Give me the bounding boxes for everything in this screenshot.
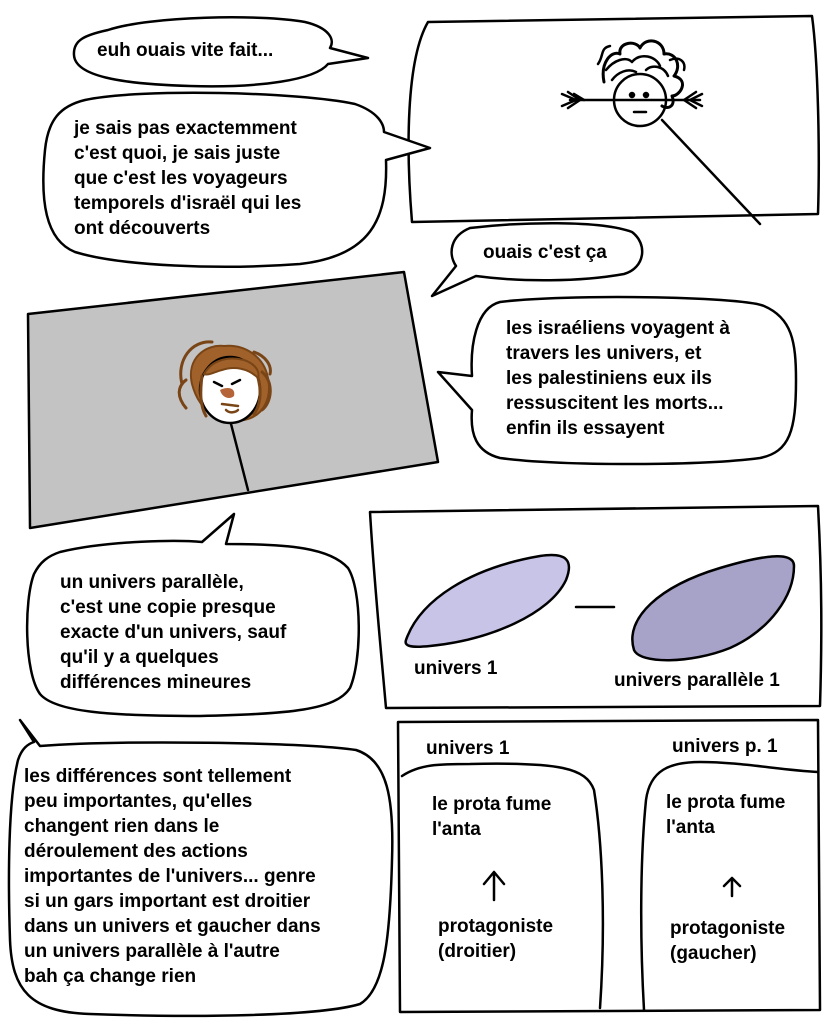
bottom-right-title: univers p. 1 [672,736,778,757]
text-sais-pas: je sais pas exactemment c'est quoi, je sais juste que c'est les voyageurs temporels d'israël qui les ont découverts [74,118,302,239]
bottom-left-title: univers 1 [426,738,510,759]
bottom-left-protagonist: protagoniste (droitier) [438,916,554,962]
text-differences: les différences sont tellement peu importantes, qu'elles changent rien dans le déroulement des actions importantes de l'univers... genre si un gars important est droitier dans un univers et gaucher dans un univers parallèle à l'autre bah ça change rien [24,766,321,987]
text-euh: euh ouais vite fait... [97,40,274,61]
panel-frame-1 [409,16,819,222]
bottom-right-protagonist: protagoniste (gaucher) [670,918,786,964]
text-israeliens: les israéliens voyagent à travers les univers, et les palestiniens eux ils ressuscitent les morts... enfin ils essayent [506,318,730,439]
text-ouais: ouais c'est ça [483,242,607,263]
bottom-right-event: le prota fume l'anta [666,792,786,838]
bottom-left-event: le prota fume l'anta [432,794,552,840]
label-universe-1: univers 1 [414,658,498,679]
label-universe-parallel-1: univers parallèle 1 [614,670,780,691]
text-univers-parallele: un univers parallèle, c'est une copie presque exacte d'un univers, sauf qu'il y a quelques différences mineures [60,572,287,693]
